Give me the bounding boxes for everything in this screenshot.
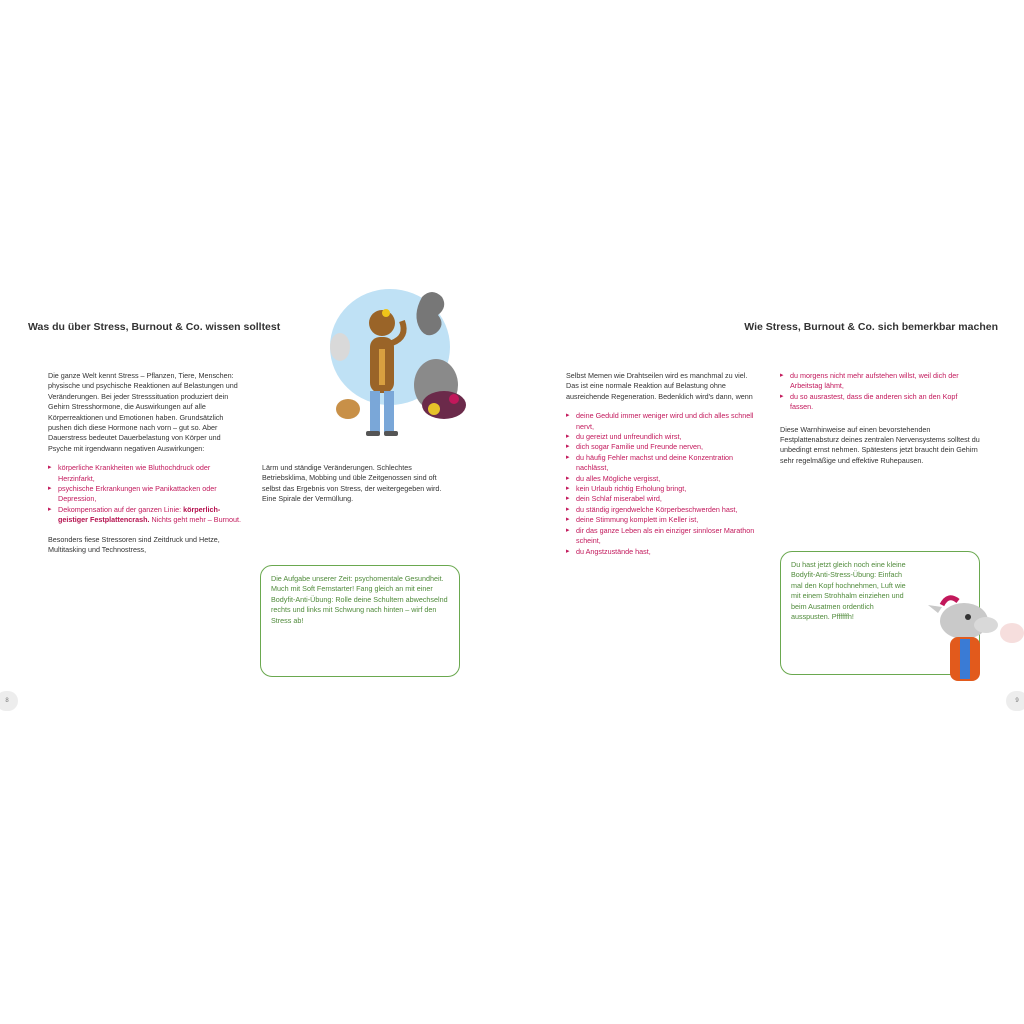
list-item: ▸ dir das ganze Leben als ein einziger sinnloser Marathon scheint, — [566, 526, 762, 547]
continuation-paragraph: Lärm und ständige Veränderungen. Schlechtes Betriebsklima, Mobbing und üble Zeitgenossen sind oft selbst das Ergebnis von Stress, der weitergegeben wird. Eine Spirale der Vermüllung. — [262, 463, 442, 504]
right-page — [512, 285, 1024, 725]
list-item: ▸ du morgens nicht mehr aufstehen willst, weil dich der Arbeitstag lähmt, — [780, 371, 980, 392]
warning-intro-paragraph: Selbst Memen wie Drahtseilen wird es manchmal zu viel. Das ist eine normale Reaktion auf Belastung ohne ausreichende Regeneration. Bedenklich wird's dann, wenn — [566, 371, 753, 401]
list-item: ▸ deine Stimmung komplett im Keller ist, — [566, 515, 762, 525]
list-item: ▸ kein Urlaub richtig Erholung bringt, — [566, 484, 762, 494]
list-item: ▸ deine Geduld immer weniger wird und dich alles schnell nervt, — [566, 411, 762, 432]
breathing-character-illustration — [924, 585, 1024, 689]
warning-paragraph: Diese Warnhinweise auf einen bevorstehenden Festplattenabsturz deines zentralen Nervensystems solltest du unbedingt ernst nehmen. Spätestens jetzt braucht dein Gehirn sehr regelmäßige und effektive Ruhepausen. — [780, 424, 980, 465]
stressors-paragraph: Besonders fiese Stressoren sind Zeitdruck und Hetze, Multitasking und Technostress, — [48, 534, 220, 555]
list-item: ▸ dich sogar Familie und Freunde nerven, — [566, 442, 762, 452]
page-number-tab: 8 — [0, 691, 18, 711]
left-column-2 — [262, 463, 456, 514]
intro-paragraph: Die ganze Welt kennt Stress – Pflanzen, Tiere, Menschen: physische und psychische Reaktionen auf Belastungen und Veränderungen. Bei jeder Stresssituation produziert dein Gehirn Stresshormone, die Auswirkungen auf alle Körperreaktionen und Emotionen haben. Grundsätzlich pushen dich diese Hormone nach vorn – gut so. Aber Dauerstress bedeutet Dauerbelastung von Körper und Psyche mit irgendwann negativen Auswirkungen: — [48, 371, 238, 453]
page-number-tab: 9 — [1006, 691, 1024, 711]
tip-text: Die Aufgabe unserer Zeit: psychomentale Gesundheit. Much mit Soft Fernstarter! Fang gleich an mit einer Bodyfit-Anti-Übung: Rolle deine Schultern abwechselnd rechts und links mit Schwung nach hinten – wirf den Stress ab! — [271, 574, 448, 625]
list-item — [48, 505, 244, 526]
list-item: ▸ du Angstzustände hast, — [566, 547, 762, 557]
tip-text: Du hast jetzt gleich noch eine kleine Bodyfit-Anti-Stress-Übung: Einfach mal den Kopf hochnehmen, Luft wie mit einem Strohhalm einziehen und beim Ausatmen ordentlich ausspusten. Pffffffh! — [791, 560, 906, 622]
warning-signs-list — [566, 411, 762, 557]
list-item-tail: Nichts geht mehr – Burnout. — [149, 515, 241, 525]
consequences-list — [48, 463, 244, 525]
left-column-1 — [48, 371, 244, 565]
list-item: ▸ du gereizt und unfreundlich wirst, — [566, 432, 762, 442]
warning-signs-list-cont — [780, 371, 980, 413]
list-item: ▸ psychische Erkrankungen wie Panikattacken oder Depression, — [48, 484, 244, 505]
list-item: ▸ du ständig irgendwelche Körperbeschwerden hast, — [566, 505, 762, 515]
list-item: ▸ dein Schlaf miserabel wird, — [566, 494, 762, 504]
tip-box-left — [260, 565, 460, 677]
highlight-text: körperlich-geistiger Festplattencrash. — [58, 504, 221, 525]
left-page — [0, 285, 512, 725]
list-item: ▸ du so ausrastest, dass die anderen sich an den Kopf fassen. — [780, 392, 980, 413]
list-item: ▸ körperliche Krankheiten wie Bluthochdruck oder Herzinfarkt, — [48, 463, 244, 484]
right-page-heading: Wie Stress, Burnout & Co. sich bemerkbar machen — [744, 321, 998, 333]
list-item: ▸ du häufig Fehler machst und deine Konzentration nachlässt, — [566, 453, 762, 474]
list-item: ▸ du alles Mögliche vergisst, — [566, 474, 762, 484]
right-column-1 — [566, 371, 762, 566]
stressed-character-illustration — [326, 287, 474, 447]
right-column-2 — [780, 371, 980, 475]
list-item-text: Dekompensation auf der ganzen Linie: — [58, 504, 182, 514]
left-page-heading: Was du über Stress, Burnout & Co. wissen solltest — [28, 321, 281, 333]
